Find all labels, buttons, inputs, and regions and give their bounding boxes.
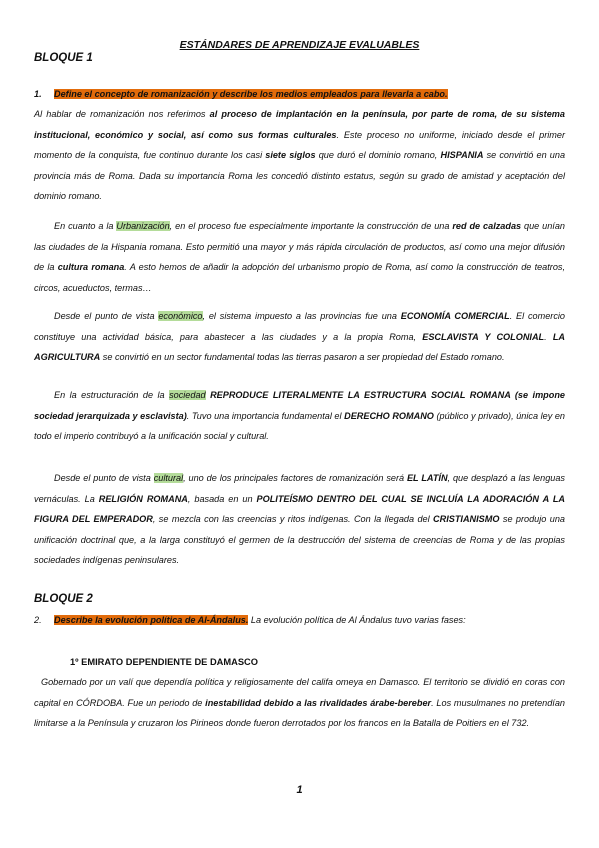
text-run: Al hablar de romanización nos referimos	[34, 109, 210, 119]
text-run: Gobernado por un valí que dependía política y religiosamente del califa omeya en Damasco. El territorio se dividió en coras con capital en CÓRDOBA. Fue un periodo de	[34, 677, 565, 708]
highlight-urbanizacion: Urbanización	[116, 221, 170, 231]
page-number: 1	[296, 784, 303, 796]
bold-run: siete siglos	[265, 150, 316, 161]
question-1	[34, 89, 448, 99]
highlight-cultural: cultural	[153, 473, 184, 483]
text-run: . A esto hemos de añadir la adopción del urbanismo propio de Roma, así como la construcción de teatros, circos, acueductos, termas…	[34, 262, 566, 293]
bold-run: ECONOMÍA COMERCIAL	[400, 311, 510, 321]
text-run: , se mezcla con las creencias y ritos indígenas. Con la llegada del	[152, 514, 434, 525]
paragraph-sociedad	[34, 385, 565, 447]
question-2	[34, 615, 466, 625]
bold-run: DERECHO ROMANO	[344, 410, 434, 421]
text-run: . Tuvo una importancia fundamental el	[186, 410, 345, 421]
bold-run: RELIGIÓN ROMANA	[98, 493, 188, 504]
paragraph-urbanizacion	[34, 216, 565, 298]
bold-run: al proceso de implantación en la península, por parte de roma, de su sistema institucional, económico y social, así como sus formas culturales	[34, 109, 565, 140]
text-run: , el sistema impuesto a las provincias fue una	[202, 311, 401, 321]
text-run: , uno de los principales factores de romanización será	[183, 473, 407, 483]
bold-run: HISPANIA	[440, 150, 484, 161]
bloque-2-heading: BLOQUE 2	[34, 593, 93, 605]
text-run: . El comercio constituye una actividad básica, para abastecer a las ciudades y a la propia Roma,	[34, 311, 566, 342]
text-run: , en el proceso fue especialmente importante la construcción de una	[169, 221, 453, 231]
text-run: (público y privado), única ley en todo el imperio contribuyó a la unificación social y cultural.	[34, 410, 565, 442]
paragraph-cultura	[34, 468, 565, 571]
bold-run: inestabilidad debido a las rivalidades árabe-bereber	[205, 697, 432, 708]
highlight-sociedad: sociedad	[169, 390, 206, 400]
question-2-number: 2.	[34, 615, 42, 625]
bold-run: cultura romana	[57, 262, 125, 273]
bold-run: EL LATÍN	[406, 473, 448, 483]
text-run: En la estructuración de la	[54, 390, 170, 400]
text-run: se produjo una unificación doctrinal que, a la larga constituyó el germen de la destrucción del sistema de creencias de Roma y de las propias sociedades indígenas peninsulares.	[34, 514, 565, 566]
text-run: Desde el punto de vista	[54, 311, 159, 321]
text-run: se convirtió en una provincia más de Roma. Dada su importancia Roma les concedió distinto estatus, según su grado de amistad y aceptación del dominio romano.	[34, 150, 566, 202]
bold-run: POLITEÍSMO DENTRO DEL CUAL SE INCLUÍA LA ADORACIÓN A LA FIGURA DEL EMPERADOR	[34, 493, 565, 525]
text-run: , que desplazó a las lenguas vernáculas. La	[34, 473, 565, 504]
text-run: que duró el dominio romano,	[315, 150, 441, 161]
question-2-rest: La evolución política de Al Ándalus tuvo varias fases:	[248, 615, 466, 625]
highlight-economico: económico	[158, 311, 203, 321]
text-run: , basada en un	[187, 493, 257, 504]
text-run: Desde el punto de vista	[54, 473, 154, 483]
subheading-emirato: 1º EMIRATO DEPENDIENTE DE DAMASCO	[70, 657, 258, 667]
bold-run: CRISTIANISMO	[433, 514, 500, 525]
bloque-1-heading: BLOQUE 1	[34, 52, 93, 64]
question-2-text: Describe la evolución política de Al-Ándalus.	[54, 615, 249, 625]
question-1-number: 1.	[34, 89, 42, 99]
bold-run: REPRODUCE LITERALMENTE LA ESTRUCTURA SOCIAL ROMANA (se impone sociedad jerarquizada y esclavista)	[34, 390, 565, 421]
question-1-text: Define el concepto de romanización y describe los medios empleados para llevarla a cabo.	[54, 89, 448, 99]
bold-run: red de calzadas	[452, 221, 522, 231]
paragraph-emirato	[34, 672, 565, 734]
page-title: ESTÁNDARES DE APRENDIZAJE EVALUABLES	[179, 39, 420, 51]
text-run: se convirtió en un sector fundamental todas las tierras pasaron a ser propiedad del Estado romano.	[100, 352, 505, 363]
text-run: En cuanto a la	[54, 221, 117, 231]
bold-run: ESCLAVISTA Y COLONIAL	[422, 331, 545, 342]
text-run: .	[544, 331, 553, 342]
text-run: que unían las ciudades de la Hispania romana. Esto permitió una mayor y más rápida circulación de productos, así como una mejor difusión de la	[34, 221, 565, 273]
paragraph-economia	[34, 306, 565, 368]
text-run: . Los musulmanes no pretendían limitarse a la Península y cruzaron los Pirineos donde fueron derrotados por los francos en la Batalla de Poitiers en el 732.	[34, 697, 565, 729]
paragraph-romanizacion	[34, 104, 565, 207]
bold-run: LA AGRICULTURA	[34, 331, 565, 363]
text-run: . Este proceso no uniforme, iniciado desde el primer momento de la conquista, fue continuo durante los casi	[34, 129, 565, 161]
